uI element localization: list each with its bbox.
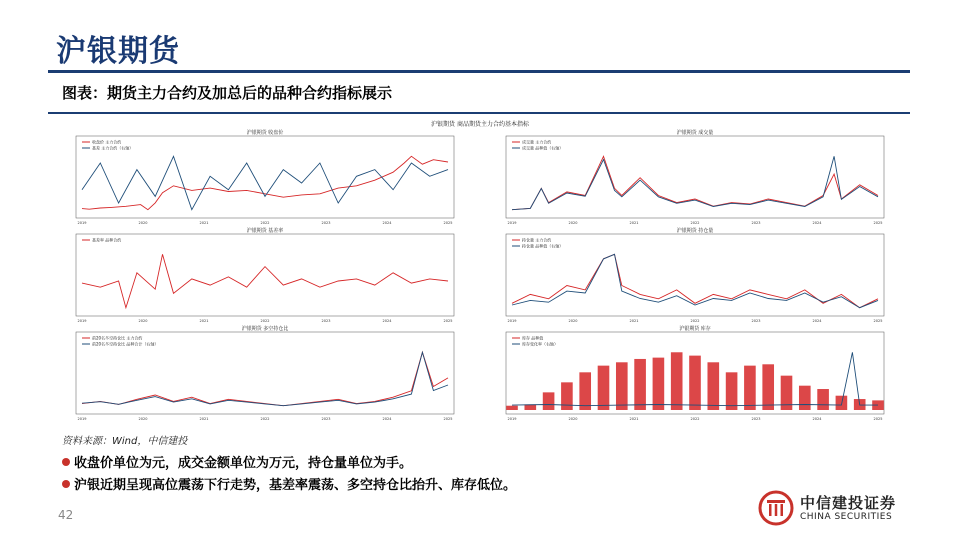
x-tick-label: 2025 xyxy=(443,417,453,421)
x-tick-label: 2019 xyxy=(77,417,87,421)
x-tick-label: 2025 xyxy=(443,319,453,323)
bullet-dot-icon xyxy=(62,480,70,488)
x-tick-label: 2019 xyxy=(507,221,517,225)
inventory-bar xyxy=(506,406,518,410)
x-tick-label: 2019 xyxy=(77,221,87,225)
x-tick-label: 2023 xyxy=(321,221,331,225)
x-tick-label: 2021 xyxy=(629,319,639,323)
x-tick-label: 2023 xyxy=(751,319,761,323)
inventory-bar xyxy=(653,358,665,410)
bullet-note-2 xyxy=(62,474,516,493)
data-source: 资料来源：Wind，中信建投 xyxy=(62,436,188,447)
legend-label: 基差 主力合约（右轴） xyxy=(92,145,134,151)
inventory-bar xyxy=(836,396,848,410)
bullet-dot-icon xyxy=(62,458,70,466)
x-tick-label: 2024 xyxy=(812,417,822,421)
chart-title: 沪银期货 库存 xyxy=(679,326,711,332)
x-tick-label: 2021 xyxy=(199,319,209,323)
inventory-bar xyxy=(543,392,555,410)
legend-label: 前20名多空持仓比 主力合约 xyxy=(92,335,143,341)
x-tick-label: 2022 xyxy=(260,319,270,323)
x-tick-label: 2020 xyxy=(138,417,148,421)
legend-label: 库存变化率（右轴） xyxy=(522,341,558,347)
logo-text-en: CHINA SECURITIES xyxy=(800,512,893,522)
x-tick-label: 2022 xyxy=(690,319,700,323)
bullet-note-1 xyxy=(62,452,412,471)
legend-label: 库存 品种值 xyxy=(522,335,544,341)
inventory-bar xyxy=(671,352,683,410)
caption-divider xyxy=(48,112,910,114)
legend-label: 持仓量 主力合约 xyxy=(522,237,552,243)
legend-label: 收盘价 主力合约 xyxy=(92,139,122,145)
x-tick-label: 2019 xyxy=(507,417,517,421)
inventory-bar xyxy=(579,372,591,410)
x-tick-label: 2023 xyxy=(751,221,761,225)
x-tick-label: 2025 xyxy=(873,221,883,225)
inventory-bar xyxy=(689,356,701,410)
inventory-bar xyxy=(616,362,628,410)
title-divider xyxy=(48,70,910,73)
legend-label: 持仓量 品种值（右轴） xyxy=(522,243,564,249)
x-tick-label: 2020 xyxy=(568,319,578,323)
x-tick-label: 2023 xyxy=(751,417,761,421)
citic-logo-icon xyxy=(758,490,794,526)
legend-label: 成交量 主力合约 xyxy=(522,139,552,145)
company-logo xyxy=(754,488,914,530)
page-title: 沪银期货 xyxy=(56,34,180,69)
legend-label: 成交量 品种值（右轴） xyxy=(522,145,564,151)
x-tick-label: 2025 xyxy=(873,319,883,323)
legend-label: 基差率 品种合约 xyxy=(92,237,122,243)
figure-suptitle: 沪银期货 商品期货主力合约基本指标 xyxy=(431,121,529,128)
inventory-bar xyxy=(744,366,756,410)
x-tick-label: 2024 xyxy=(382,221,392,225)
x-tick-label: 2024 xyxy=(382,417,392,421)
inventory-bar xyxy=(707,362,719,410)
x-tick-label: 2025 xyxy=(873,417,883,421)
x-tick-label: 2021 xyxy=(629,417,639,421)
x-tick-label: 2020 xyxy=(138,319,148,323)
logo-text-cn: 中信建投证券 xyxy=(800,494,897,512)
chart-title: 沪银期货 基差率 xyxy=(246,228,284,234)
chart-caption: 图表：期货主力合约及加总后的品种合约指标展示 xyxy=(62,84,393,102)
bullet-text-1: 收盘价单位为元，成交金额单位为万元，持仓量单位为手。 xyxy=(74,456,413,471)
x-tick-label: 2020 xyxy=(138,221,148,225)
chart-figure xyxy=(46,118,914,428)
inventory-bar xyxy=(726,372,738,410)
chart-title: 沪银期货 成交量 xyxy=(676,130,714,136)
x-tick-label: 2019 xyxy=(77,319,87,323)
x-tick-label: 2021 xyxy=(629,221,639,225)
x-tick-label: 2022 xyxy=(690,417,700,421)
inventory-bar xyxy=(817,389,829,410)
legend-label: 前20名多空持仓比 品种合计（右轴） xyxy=(92,341,159,347)
inventory-bar xyxy=(762,364,774,410)
x-tick-label: 2024 xyxy=(382,319,392,323)
x-tick-label: 2024 xyxy=(812,319,822,323)
inventory-bar xyxy=(799,386,811,410)
x-tick-label: 2020 xyxy=(568,417,578,421)
x-tick-label: 2021 xyxy=(199,417,209,421)
x-tick-label: 2023 xyxy=(321,319,331,323)
x-tick-label: 2022 xyxy=(260,221,270,225)
inventory-bar xyxy=(561,382,573,410)
x-tick-label: 2021 xyxy=(199,221,209,225)
x-tick-label: 2022 xyxy=(260,417,270,421)
x-tick-label: 2020 xyxy=(568,221,578,225)
chart-title: 沪银期货 持仓量 xyxy=(676,228,714,234)
x-tick-label: 2023 xyxy=(321,417,331,421)
x-tick-label: 2024 xyxy=(812,221,822,225)
bullet-text-2: 沪银近期呈现高位震荡下行走势，基差率震荡、多空持仓比抬升、库存低位。 xyxy=(74,478,517,493)
x-tick-label: 2019 xyxy=(507,319,517,323)
inventory-bar xyxy=(634,359,646,410)
chart-title: 沪银期货 多空持仓比 xyxy=(241,326,289,332)
x-tick-label: 2022 xyxy=(690,221,700,225)
inventory-bar xyxy=(598,366,610,410)
x-tick-label: 2025 xyxy=(443,221,453,225)
page-number: 42 xyxy=(58,508,74,522)
chart-title: 沪银期货 收盘价 xyxy=(246,130,284,136)
